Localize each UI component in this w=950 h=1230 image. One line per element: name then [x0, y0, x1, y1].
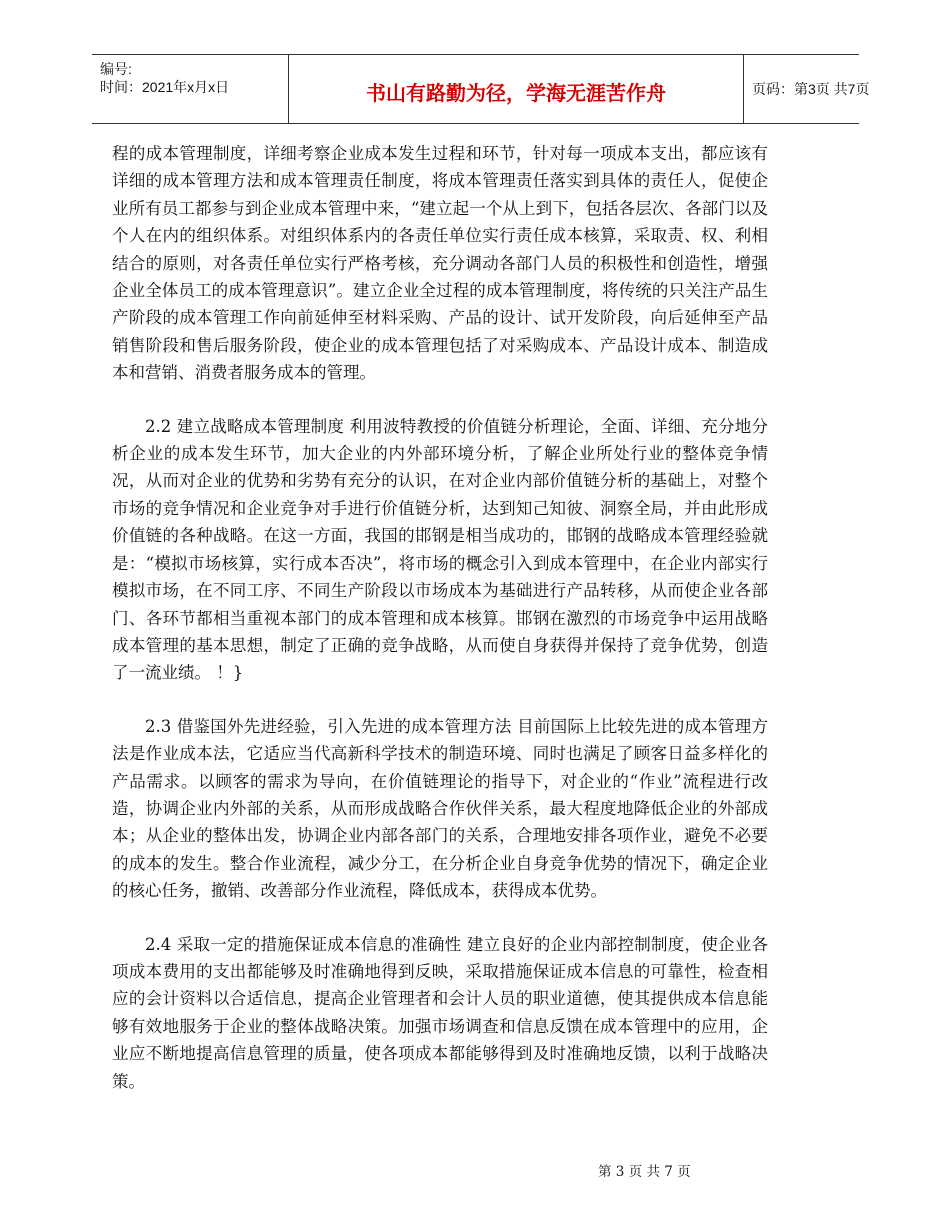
serial-label: 编号:	[100, 61, 132, 77]
paragraph-2-3: 2.3 借鉴国外先进经验，引入先进的成本管理方法 目前国际上比较先进的成本管理方法是作业成本法，它适应当代高新科学技术的制造环境、同时也满足了顾客日益多样化的产品需求。以顾客的需求为导向，在价值链理论的指导下，对企业的“作业”流程进行改造，协调企业内外部的关系，从而形成战略合作伙伴关系，最大程度地降低企业的外部成本；从企业的整体出发，协调企业内部各部门的关系，合理地安排各项作业，避免不必要的成本的发生。整合作业流程，减少分工，在分析企业自身竞争优势的情况下，确定企业的核心任务，撤销、改善部分作业流程，降低成本，获得成本优势。	[112, 716, 768, 901]
paragraph-2-2: 2.2 建立战略成本管理制度 利用波特教授的价值链分析理论，全面、详细、充分地分析企业的成本发生环节，加大企业的内外部环境分析，了解企业所处行业的整体竞争情况，从而对企业的优势和劣势有充分的认识，在对企业内部价值链分析的基础上，对整个市场的竞争情况和企业竞争对手进行价值链分析，达到知己知彼、洞察全局，并由此形成价值链的各种战略。在这一方面，我国的邯钢是相当成功的，邯钢的战略成本管理经验就是：“模拟市场核算，实行成本否决”，将市场的概念引入到成本管理中，在企业内部实行模拟市场，在不同工序、不同生产阶段以市场成本为基础进行产品转移，从而使企业各部门、各环节都相当重视本部门的成本管理和成本核算。邯钢在激烈的市场竞争中运用战略成本管理的基本思想，制定了正确的竞争战略，从而使自身获得并保持了竞争优势，创造了一流业绩。 ！}	[112, 416, 768, 683]
page-info: 页码：第3页 共7页	[752, 81, 870, 97]
header-right-cell	[742, 55, 870, 123]
page-footer: 第 3 页 共 7 页	[598, 1164, 691, 1180]
paragraph-continuation: 程的成本管理制度，详细考察企业成本发生过程和环节，针对每一项成本支出，都应该有详细的成本管理方法和成本管理责任制度，将成本管理责任落实到具体的责任人，促使企业所有员工都参与到企业成本管理中来，“建立起一个从上到下，包括各层次、各部门以及个人在内的组织体系。对组织体系内的各责任单位实行责任成本核算，采取责、权、利相结合的原则，对各责任单位实行严格考核，充分调动各部门人员的积极性和创造性，增强企业全体员工的成本管理意识”。建立企业全过程的成本管理制度，将传统的只关注产品生产阶段的成本管理工作向前延伸至材料采购、产品的设计、试开发阶段，向后延伸至产品销售阶段和售后服务阶段，使企业的成本管理包括了对采购成本、产品设计成本、制造成本和营销、消费者服务成本的管理。	[112, 144, 768, 383]
paragraph-2-4: 2.4 采取一定的措施保证成本信息的准确性 建立良好的企业内部控制制度，使企业各项成本费用的支出都能够及时准确地得到反映，采取措施保证成本信息的可靠性，检查相应的会计资料以合适信息，提高企业管理者和会计人员的职业道德，使其提供成本信息能够有效地服务于企业的整体战略决策。加强市场调查和信息反馈在成本管理中的应用，企业应不断地提高信息管理的质量，使各项成本都能够得到及时准确地反馈，以利于战略决策。	[112, 934, 768, 1091]
motto: 书山有路勤为径，学海无涯苦作舟	[366, 81, 666, 105]
time-label: 时间：2021年x月x日	[100, 79, 230, 95]
header-motto-cell	[288, 55, 744, 123]
page-header	[92, 54, 870, 124]
header-left-cell	[92, 55, 288, 123]
document-body	[112, 140, 768, 1095]
